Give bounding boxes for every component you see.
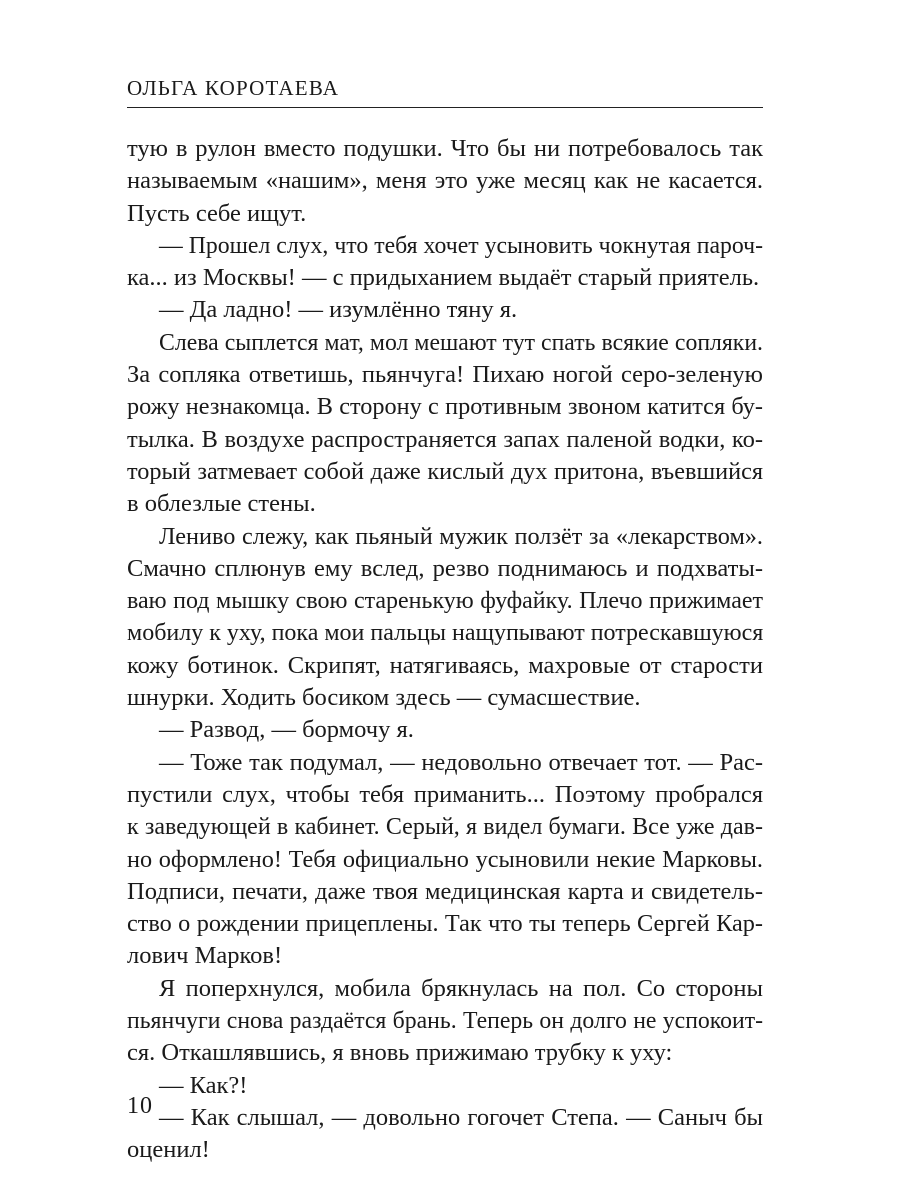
text-line: Пусть себе ищут. [127, 199, 307, 227]
text-line: За сопляка ответишь, пьянчуга! Пихаю ногой серо-зеленую [127, 361, 763, 389]
text-line: лович Марков! [127, 942, 283, 970]
text-line: пьянчуги снова раздаётся брань. Теперь он долго не успокоит- [127, 1008, 763, 1035]
text-line: Подписи, печати, даже твоя медицинская карта и свидетель- [127, 877, 763, 905]
text-line: — Как?! [159, 1071, 248, 1099]
text-line: пустили слух, чтобы тебя приманить... Поэтому пробрался [127, 780, 763, 808]
text-line: рожу незнакомца. В сторону с противным звоном катится бу- [127, 393, 763, 421]
text-line: в облезлые стены. [127, 490, 316, 518]
text-line: Я поперхнулся, мобила брякнулась на пол. Со стороны [159, 974, 763, 1002]
text-line: — Прошел слух, что тебя хочет усыновить чокнутая пароч- [159, 232, 763, 259]
text-line: шнурки. Ходить босиком здесь — сумасшествие. [127, 684, 641, 712]
running-head: ОЛЬГА КОРОТАЕВА [127, 76, 340, 100]
text-line: — Как слышал, — довольно гогочет Степа. — Саныч бы [159, 1103, 763, 1131]
text-line: — Да ладно! — изумлённо тяну я. [159, 296, 518, 324]
text-line: ся. Откашлявшись, я вновь прижимаю трубку к уху: [127, 1039, 673, 1067]
text-line: Смачно сплюнув ему вслед, резво поднимаюсь и подхваты- [127, 554, 763, 582]
text-line: ка... из Москвы! — с придыханием выдаёт старый приятель. [127, 264, 760, 292]
text-line: к заведующей в кабинет. Серый, я видел бумаги. Все уже дав- [127, 814, 763, 841]
text-line: Слева сыплется мат, мол мешают тут спать всякие сопляки. [159, 329, 763, 356]
text-line: называемым «нашим», меня это уже месяц как не касается. [127, 167, 763, 195]
text-line: мобилу к уху, пока мои пальцы нащупывают потрескавшуюся [127, 620, 764, 647]
text-line: торый затмевает собой даже кислый дух притона, въевшийся [127, 457, 763, 485]
text-line: — Развод, — бормочу я. [159, 716, 414, 744]
text-line: но оформлено! Тебя официально усыновили некие Марковы. [127, 845, 763, 873]
page-number: 10 [127, 1093, 153, 1119]
text-line: кожу ботинок. Скрипят, натягиваясь, махровые от старости [127, 651, 763, 679]
text-line: оценил! [127, 1136, 210, 1164]
header-rule [127, 107, 763, 108]
text-line: ваю под мышку свою старенькую фуфайку. Плечо прижимает [127, 588, 763, 615]
text-line: тую в рулон вместо подушки. Что бы ни потребовалось так [127, 135, 763, 162]
text-line: Лениво слежу, как пьяный мужик ползёт за «лекарством». [159, 522, 763, 550]
text-line: — Тоже так подумал, — недовольно отвечает тот. — Рас- [159, 748, 763, 776]
text-line: тылка. В воздухе распространяется запах паленой водки, ко- [127, 425, 763, 453]
body-text [127, 133, 763, 1167]
text-line: ство о рождении прицеплены. Так что ты теперь Сергей Кар- [127, 910, 763, 938]
